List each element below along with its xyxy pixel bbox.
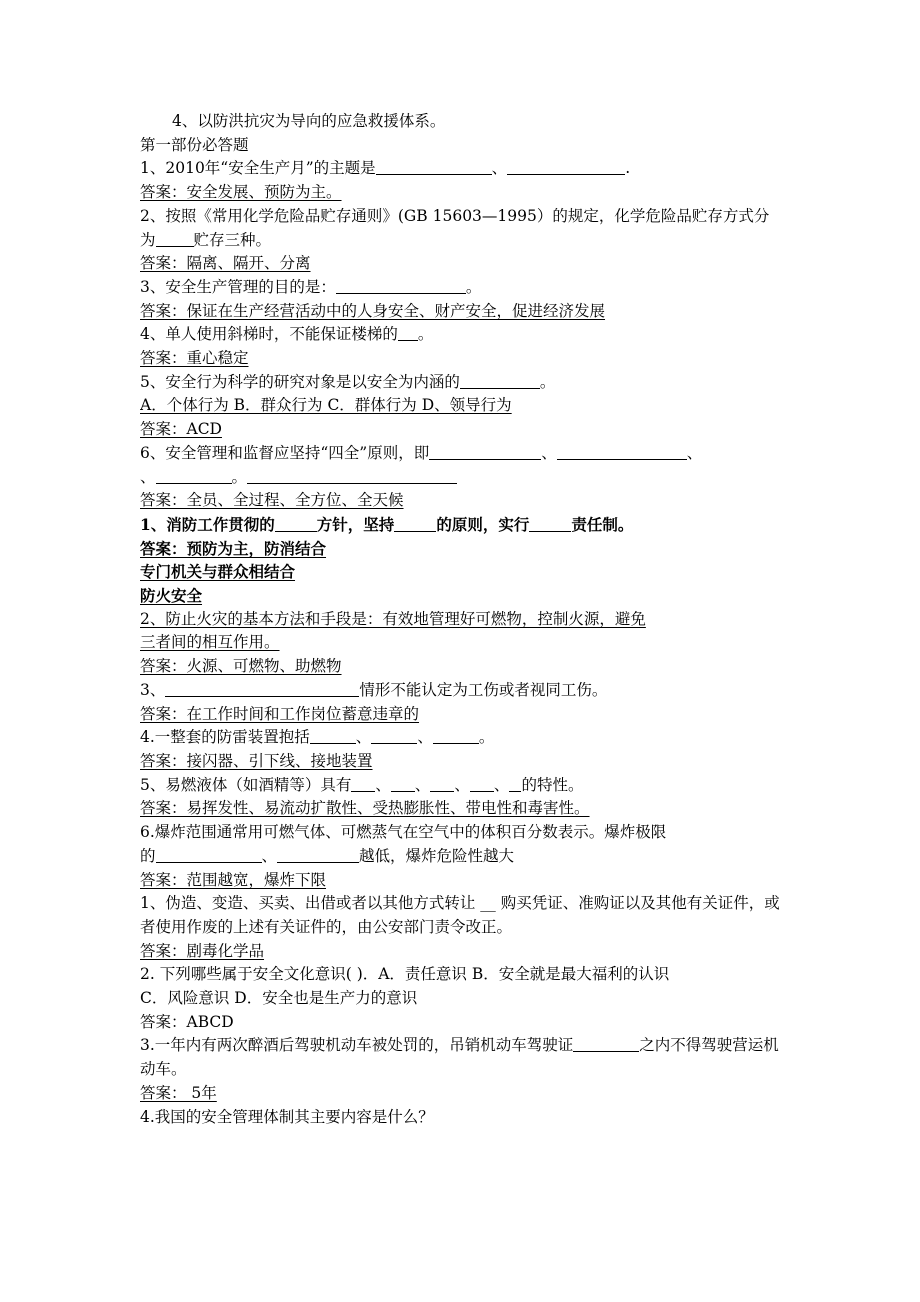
fire6-blank-1 (156, 847, 262, 863)
fire2-answer: 答案：火源、可燃物、助燃物 (140, 657, 342, 676)
fire1-blank-1 (275, 516, 317, 532)
fire4-answer: 答案：接闪器、引下线、接地装置 (140, 751, 373, 770)
chem1-answer: 答案：剧毒化学品 (140, 941, 265, 960)
fire5-blank-4 (470, 776, 494, 792)
fire3-blank (165, 681, 359, 697)
q3-blank (336, 278, 466, 294)
q1-blank-2 (507, 159, 625, 175)
q4-answer: 答案：重心稳定 (140, 349, 249, 368)
q5-options: A．个体行为 B．群众行为 C．群体行为 D、领导行为 (140, 396, 512, 415)
fire4-blank-2 (371, 728, 417, 744)
part1-title: 第一部份必答题 (140, 135, 249, 154)
q3-question: 3、安全生产管理的目的是： 。 (140, 277, 482, 296)
chem2-answer: 答案：ABCD (140, 1012, 234, 1031)
fire5-blank-1 (351, 776, 375, 792)
fire5-blank-2 (391, 776, 415, 792)
document-page (140, 110, 782, 1129)
q3-answer: 答案：保证在生产经营活动中的人身安全、财产安全，促进经济发展 (140, 301, 606, 320)
fire1-blank-3 (529, 516, 571, 532)
q4-blank (398, 325, 418, 341)
fire5-answer: 答案：易挥发性、易流动扩散性、受热膨胀性、带电性和毒害性。 (140, 799, 590, 818)
q4-question: 4、单人使用斜梯时，不能保证楼梯的 。 (140, 325, 434, 344)
q1-answer: 答案：安全发展、预防为主。 (140, 183, 342, 202)
q6-blank-4 (247, 468, 457, 484)
fire3-question: 3、 情形不能认定为工伤或者视同工伤。 (140, 680, 608, 699)
chem2-options: C．风险意识 D．安全也是生产力的意识 (140, 989, 418, 1008)
q1-question: 1、2010年“安全生产月”的主题是 、 . (140, 159, 631, 178)
fire1-answer: 答案：预防为主，防消结合 (140, 538, 327, 558)
fire1-blank-2 (394, 516, 436, 532)
fire6-question-line1: 6.爆炸范围通常用可燃气体、可燃蒸气在空气中的体积百分数表示。爆炸极限 (140, 823, 667, 842)
fire5-question: 5、易燃液体（如酒精等）具有 、 、 、 、 的特性。 (140, 775, 584, 794)
fire-section-heading: 防火安全 (140, 586, 203, 606)
fire4-blank-3 (433, 728, 479, 744)
q5-question: 5、安全行为科学的研究对象是以安全为内涵的 。 (140, 372, 556, 391)
q5-blank (460, 373, 540, 389)
q5-answer: 答案：ACD (140, 420, 222, 439)
chem2-question: 2. 下列哪些属于安全文化意识( )．A．责任意识 B．安全就是最大福利的认识 (140, 965, 670, 984)
chem3-blank (573, 1036, 639, 1052)
q6-answer: 答案：全员、全过程、全方位、全天候 (140, 491, 404, 510)
fire5-blank-5 (509, 776, 521, 792)
q1-blank-1 (376, 159, 492, 175)
q6-blank-2 (557, 444, 687, 460)
chem3-question: 3.一年内有两次醉酒后驾驶机动车被处罚的，吊销机动车驾驶证 之内不得驾驶营运机动车。 (140, 1036, 779, 1079)
q6-blank-1 (429, 444, 541, 460)
fire3-answer: 答案：在工作时间和工作岗位蓄意违章的 (140, 704, 420, 723)
fire4-blank-1 (310, 728, 356, 744)
chem4-question: 4.我国的安全管理体制其主要内容是什么？ (140, 1107, 434, 1126)
fire1-answer-2: 专门机关与群众相结合 (140, 562, 296, 582)
q2-blank (156, 231, 194, 247)
q6-question-line1: 6、安全管理和监督应坚持“四全”原则，即 、 、 (140, 443, 703, 462)
q6-question-line2: 、 。 (140, 466, 782, 490)
q2-question: 2、按照《常用化学危险品贮存通则》(GB 15603—1995）的规定，化学危险品贮存方式分为 贮存三种。 (140, 206, 770, 249)
fire4-question: 4.一整套的防雷装置抱括 、 、 。 (140, 728, 495, 747)
fire2-question-line2: 三者间的相互作用。 (140, 633, 280, 652)
fire6-blank-2 (277, 847, 359, 863)
section-intro: 4、以防洪抗灾为导向的应急救援体系。 (172, 112, 446, 130)
q6-blank-3 (156, 468, 232, 484)
fire6-question-line2: 的 、 越低，爆炸危险性越大 (140, 846, 515, 865)
chem3-answer: 答案： 5年 (140, 1083, 217, 1102)
fire6-answer: 答案：范围越宽，爆炸下限 (140, 870, 327, 889)
chem1-question: 1、伪造、变造、买卖、出借或者以其他方式转让 __ 购买凭证、准购证以及其他有关证件，或者使用作废的上述有关证件的，由公安部门责令改正。 (140, 894, 780, 936)
q2-answer: 答案：隔离、隔开、分离 (140, 254, 311, 273)
fire5-blank-3 (430, 776, 454, 792)
fire2-question-line1: 2、防止火灾的基本方法和手段是：有效地管理好可燃物，控制火源，避免 (140, 609, 646, 628)
fire1-question: 1、消防工作贯彻的 方针，坚持 的原则，实行 责任制。 (140, 514, 634, 534)
